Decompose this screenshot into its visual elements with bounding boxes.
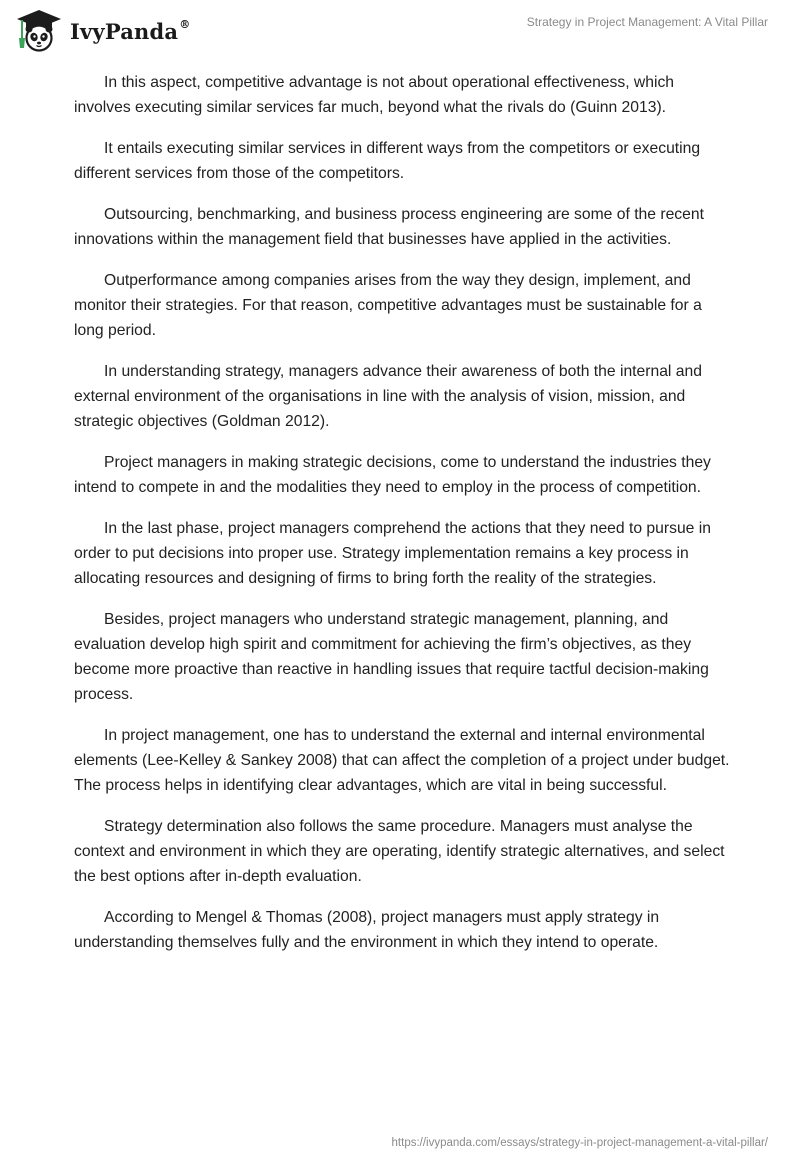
paragraph: In the last phase, project managers comprehend the actions that they need to pursue in order to put decisions into proper use. Strategy implementation remains a key process in allocating resources and designing of firms to bring forth the reality of the strategies. [74, 520, 711, 587]
page-header [0, 0, 800, 70]
paragraph: In project management, one has to understand the external and internal environmental elements (Lee-Kelley & Sankey 2008) that can affect the completion of a project under budget. The process helps in identifying clear advantages, which are vital in being successful. [74, 727, 730, 794]
panda-logo-icon [14, 8, 64, 52]
paragraph: Besides, project managers who understand strategic management, planning, and evaluation develop high spirit and commitment for achieving the firm’s objectives, as they become more proactive than reactive in handling issues that require tactful decision-making process. [74, 611, 709, 703]
paragraph: Outsourcing, benchmarking, and business process engineering are some of the recent innovations within the management field that businesses have applied in the activities. [74, 206, 704, 248]
paragraph: Project managers in making strategic decisions, come to understand the industries they intend to compete in and the modalities they need to employ in the process of competition. [74, 454, 711, 496]
brand-name: IvyPanda® [70, 17, 191, 44]
document-title: Strategy in Project Management: A Vital Pillar [526, 15, 768, 29]
paragraph: Outperformance among companies arises from the way they design, implement, and monitor their strategies. For that reason, competitive advantages must be sustainable for a long period. [74, 272, 702, 339]
essay-body [74, 70, 730, 971]
paragraph: It entails executing similar services in different ways from the competitors or executing different services from those of the competitors. [74, 140, 701, 182]
source-url[interactable]: https://ivypanda.com/essays/strategy-in-project-management-a-vital-pillar/ [391, 1137, 768, 1149]
paragraph: According to Mengel & Thomas (2008), project managers must apply strategy in understanding themselves fully and the environment in which they intend to operate. [74, 909, 660, 951]
brand-logo[interactable] [14, 8, 190, 52]
paragraph: In this aspect, competitive advantage is not about operational effectiveness, which involves executing similar services far much, beyond what the rivals do (Guinn 2013). [74, 74, 675, 116]
paragraph: Strategy determination also follows the same procedure. Managers must analyse the context and environment in which they are operating, identify strategic alternatives, and select the best options after in-depth evaluation. [74, 818, 725, 885]
paragraph: In understanding strategy, managers advance their awareness of both the internal and external environment of the organisations in line with the analysis of vision, mission, and strategic objectives (Goldman 2012). [74, 363, 702, 430]
